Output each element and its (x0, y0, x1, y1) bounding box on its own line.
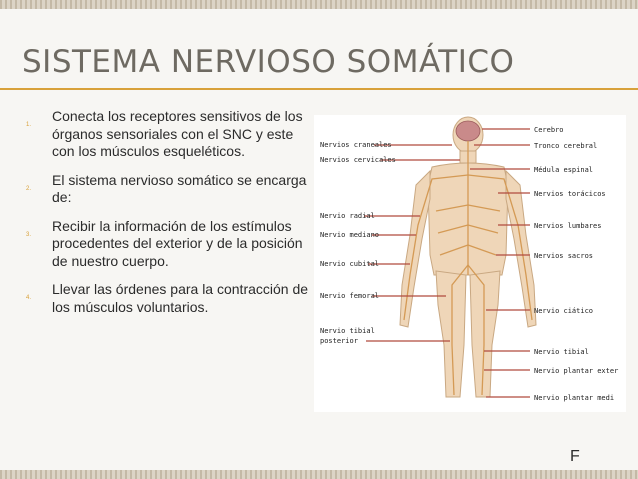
label-nervio-ciatico: Nervio ciático (534, 307, 594, 315)
label-nervio-mediano: Nervio mediano (320, 231, 380, 239)
slide-title: SISTEMA NERVIOSO SOMÁTICO (22, 44, 515, 80)
label-nervio-plantar-exter: Nervio plantar exter (534, 367, 619, 375)
bullet-number: 1. (26, 122, 32, 128)
nervous-system-diagram (314, 115, 626, 412)
bullet-item (18, 108, 318, 161)
label-nervio-tibial: Nervio tibial (320, 327, 375, 335)
label-medula-espinal: Médula espinal (534, 166, 594, 174)
bullet-text: Conecta los receptores sensitivos de los órganos sensoriales con el SNC y este con los músculos esqueléticos. (52, 108, 303, 159)
bullet-item (18, 172, 318, 207)
label-cerebro: Cerebro (534, 126, 564, 134)
bullet-text: Llevar las órdenes para la contracción de los músculos voluntarios. (52, 281, 309, 315)
label-tronco-cerebral: Tronco cerebral (534, 142, 598, 150)
bullet-text: El sistema nervioso somático se encarga de: (52, 171, 307, 205)
label-nervios-cervicales: Nervios cervicales (320, 156, 396, 164)
footer-letter: F (570, 448, 580, 465)
top-decor-stripe (0, 0, 638, 9)
label-posterior: posterior (320, 337, 358, 345)
label-nervio-cubital: Nervio cubital (320, 260, 380, 268)
title-underline (0, 88, 638, 90)
bullet-item (18, 281, 318, 316)
bullet-number: 3. (26, 231, 32, 238)
bottom-decor-stripe (0, 470, 638, 479)
label-nervios-craneales: Nervios craneales (320, 141, 392, 149)
label-nervio-plantar-medi: Nervio plantar medi (534, 394, 615, 402)
label-nervios-sacros: Nervios sacros (534, 252, 594, 260)
bullet-item (18, 218, 318, 271)
label-nervio-femoral: Nervio femoral (320, 292, 380, 300)
label-nervio-tibial-right: Nervio tibial (534, 348, 589, 356)
label-nervios-toracicos: Nervios torácicos (534, 190, 606, 198)
bullet-list (18, 108, 318, 327)
nervous-system-figure (314, 115, 626, 412)
brain-icon (456, 121, 480, 141)
bullet-number: 2. (26, 185, 32, 192)
bullet-text: Recibir la información de los estímulos procedentes del exterior y de la posición de nuestro cuerpo. (52, 217, 303, 269)
label-nervio-radial: Nervio radial (320, 212, 375, 220)
label-nervios-lumbares: Nervios lumbares (534, 222, 602, 230)
bullet-number: 4. (26, 295, 32, 301)
